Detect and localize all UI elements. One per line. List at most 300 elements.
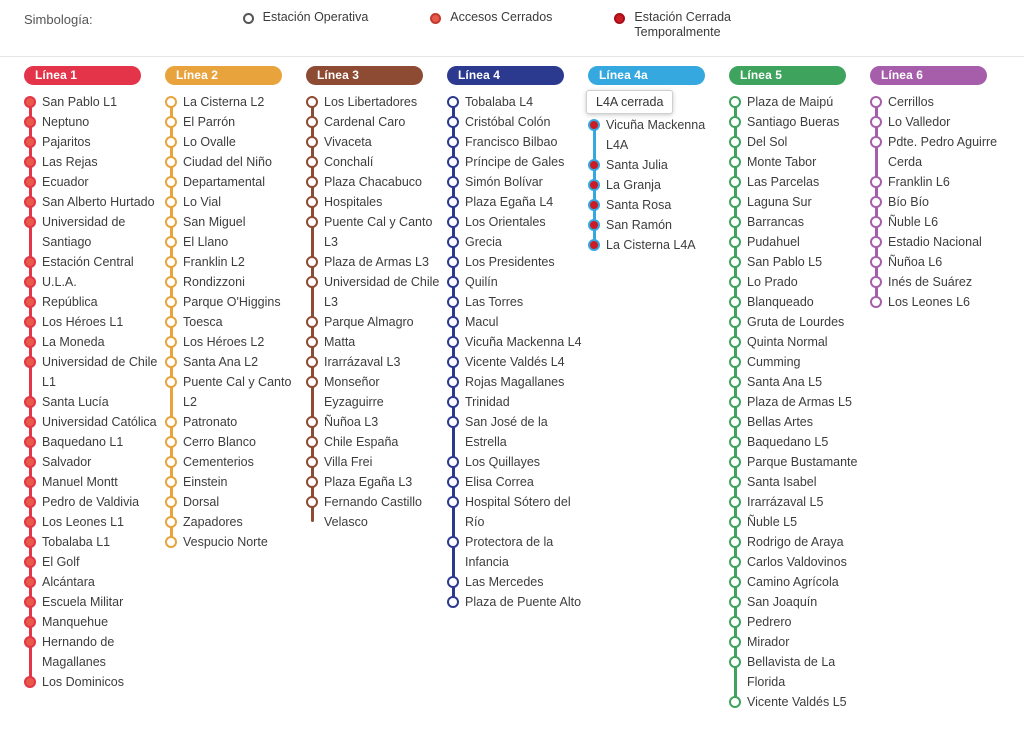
station-item[interactable] [870,92,1011,112]
station-label: Santiago Bueras [747,115,840,129]
station-item[interactable] [165,352,306,372]
legend-cerrada-icon [614,13,625,24]
station-operativa-icon [165,116,177,128]
station-operativa-icon [870,136,882,148]
station-label: Parque Bustamante [747,455,858,469]
station-item[interactable] [729,612,870,632]
station-operativa-icon [729,96,741,108]
station-label: Puente Cal y Canto L3 [324,215,433,249]
station-label: Departamental [183,175,265,189]
station-item[interactable] [165,132,306,152]
station-item[interactable] [165,152,306,172]
station-operativa-icon [165,456,177,468]
station-item[interactable] [729,552,870,572]
station-item[interactable] [165,312,306,332]
station-operativa-icon [165,316,177,328]
station-item[interactable] [165,112,306,132]
station-item[interactable] [729,312,870,332]
station-operativa-icon [447,296,459,308]
station-label: San Miguel [183,215,246,229]
station-label: Cristóbal Colón [465,115,551,129]
station-item[interactable] [24,612,165,632]
station-item[interactable] [24,452,165,472]
station-accesos-cerrados-icon [24,336,36,348]
station-item[interactable] [165,412,306,432]
station-item[interactable] [306,452,447,472]
station-operativa-icon [165,136,177,148]
station-operativa-icon [729,556,741,568]
legend-item-operativa [243,10,369,40]
legend-accesos-icon [430,13,441,24]
station-label: Pedro de Valdivia [42,495,140,509]
legend-items [243,10,817,40]
station-item[interactable] [24,532,165,552]
station-operativa-icon [165,236,177,248]
station-operativa-icon [306,136,318,148]
station-operativa-icon [447,456,459,468]
station-item[interactable] [24,672,165,692]
station-item[interactable] [165,232,306,252]
station-item[interactable] [306,152,447,172]
station-accesos-cerrados-icon [24,416,36,428]
station-item[interactable] [165,272,306,292]
station-label: Santa Lucía [42,395,109,409]
station-operativa-icon [729,496,741,508]
station-accesos-cerrados-icon [24,176,36,188]
station-list [447,92,588,612]
station-item[interactable] [447,572,588,592]
station-operativa-icon [870,296,882,308]
station-item[interactable] [165,252,306,272]
station-operativa-icon [729,536,741,548]
station-item[interactable] [306,492,447,532]
line-header[interactable]: Línea 5 [729,66,846,85]
station-accesos-cerrados-icon [24,456,36,468]
station-item[interactable] [588,195,729,215]
station-operativa-icon [729,516,741,528]
station-label: Los Presidentes [465,255,555,269]
station-label: Ecuador [42,175,89,189]
station-list [729,92,870,712]
station-item[interactable] [165,432,306,452]
station-item[interactable] [870,112,1011,132]
station-label: Del Sol [747,135,788,149]
station-item[interactable] [729,692,870,712]
station-item[interactable] [447,472,588,492]
station-item[interactable] [165,172,306,192]
station-operativa-icon [447,136,459,148]
station-item[interactable] [306,332,447,352]
station-label: Lo Valledor [888,115,951,129]
station-item[interactable] [729,512,870,532]
station-label: Cerrillos [888,95,934,109]
station-item[interactable] [729,192,870,212]
station-item[interactable] [306,252,447,272]
station-accesos-cerrados-icon [24,436,36,448]
station-item[interactable] [306,92,447,112]
station-item[interactable] [729,352,870,372]
station-label: Ñuble L6 [888,215,939,229]
station-item[interactable] [729,212,870,232]
station-item[interactable] [447,352,588,372]
line-column-4 [447,66,588,712]
station-label: Einstein [183,475,228,489]
station-label: San Ramón [606,218,673,232]
station-operativa-icon [306,336,318,348]
station-item[interactable] [729,132,870,152]
station-label: San Pablo L5 [747,255,823,269]
station-item[interactable] [729,452,870,472]
station-item[interactable] [24,192,165,212]
station-item[interactable] [165,452,306,472]
station-item[interactable] [24,432,165,452]
station-operativa-icon [447,416,459,428]
station-label: Toesca [183,315,223,329]
station-item[interactable] [447,112,588,132]
station-item[interactable] [447,172,588,192]
station-label: Los Leones L6 [888,295,971,309]
station-operativa-icon [165,296,177,308]
station-item[interactable] [447,452,588,472]
station-item[interactable] [24,392,165,412]
station-operativa-icon [306,256,318,268]
station-operativa-icon [165,516,177,528]
station-label: Chile España [324,435,399,449]
station-label: Plaza de Puente Alto [465,595,582,609]
station-item[interactable] [306,412,447,432]
station-item[interactable] [447,92,588,112]
station-accesos-cerrados-icon [24,296,36,308]
station-item[interactable] [729,492,870,512]
station-label: Matta [324,335,356,349]
station-label: Quinta Normal [747,335,828,349]
station-accesos-cerrados-icon [24,556,36,568]
station-item[interactable] [165,532,306,552]
station-item[interactable] [729,232,870,252]
station-item[interactable] [447,272,588,292]
station-item[interactable] [24,332,165,352]
station-label: Conchalí [324,155,374,169]
station-operativa-icon [306,96,318,108]
station-operativa-icon [306,476,318,488]
station-operativa-icon [165,476,177,488]
station-item[interactable] [729,412,870,432]
station-item[interactable] [447,292,588,312]
station-item[interactable] [165,512,306,532]
station-item[interactable] [24,252,165,272]
station-label: Vicente Valdés L4 [465,355,565,369]
station-item[interactable] [24,292,165,312]
station-item[interactable] [24,592,165,612]
station-label: Rojas Magallanes [465,375,565,389]
station-label: Universidad de Chile L3 [324,275,440,309]
station-item[interactable] [729,632,870,652]
station-label: Las Mercedes [465,575,544,589]
station-item[interactable] [165,212,306,232]
station-item[interactable] [447,212,588,232]
station-item[interactable] [447,392,588,412]
station-item[interactable] [447,412,588,452]
station-item[interactable] [729,392,870,412]
station-item[interactable] [870,192,1011,212]
station-operativa-icon [447,116,459,128]
station-label: Quilín [465,275,498,289]
station-operativa-icon [729,136,741,148]
station-accesos-cerrados-icon [24,256,36,268]
station-accesos-cerrados-icon [24,516,36,528]
station-cerrada-icon [588,179,600,191]
station-item[interactable] [24,312,165,332]
station-item[interactable] [306,132,447,152]
station-operativa-icon [165,216,177,228]
station-item[interactable] [447,192,588,212]
station-item[interactable] [306,312,447,332]
station-label: Bellas Artes [747,415,814,429]
station-label: Las Parcelas [747,175,820,189]
station-operativa-icon [447,476,459,488]
station-item[interactable] [729,252,870,272]
station-label: Hospitales [324,195,383,209]
station-label: Las Torres [465,295,524,309]
station-label: Blanqueado [747,295,814,309]
legend-item-label: Estación Operativa [262,10,369,24]
station-label: Tobalaba L1 [42,535,111,549]
station-label: Santa Ana L5 [747,375,823,389]
station-item[interactable] [24,152,165,172]
station-operativa-icon [729,376,741,388]
station-operativa-icon [306,156,318,168]
station-operativa-icon [447,496,459,508]
station-item[interactable] [729,532,870,552]
station-item[interactable] [165,372,306,412]
station-accesos-cerrados-icon [24,636,36,648]
station-label: Puente Cal y Canto L2 [183,375,292,409]
station-item[interactable] [306,432,447,452]
station-label: Escuela Militar [42,595,124,609]
station-item[interactable] [24,552,165,572]
station-label: Los Héroes L1 [42,315,124,329]
station-item[interactable] [306,272,447,312]
station-label: Fernando Castillo Velasco [324,495,422,529]
station-item[interactable] [729,572,870,592]
station-item[interactable] [306,352,447,372]
station-item[interactable] [447,312,588,332]
station-item[interactable] [870,232,1011,252]
station-label: Laguna Sur [747,195,812,209]
station-item[interactable] [729,432,870,452]
station-item[interactable] [870,272,1011,292]
station-item[interactable] [870,252,1011,272]
station-operativa-icon [447,276,459,288]
station-item[interactable] [447,152,588,172]
station-item[interactable] [729,332,870,352]
line-header[interactable]: Línea 6 [870,66,987,85]
station-item[interactable] [24,92,165,112]
station-label: Plaza de Armas L3 [324,255,429,269]
station-item[interactable] [729,172,870,192]
station-item[interactable] [165,492,306,512]
station-label: San José de la Estrella [465,415,548,449]
station-label: Grecia [465,235,502,249]
station-item[interactable] [24,132,165,152]
station-item[interactable] [165,192,306,212]
station-list [24,92,165,692]
station-operativa-icon [165,416,177,428]
station-accesos-cerrados-icon [24,136,36,148]
line-column-7 [870,66,1011,712]
station-item[interactable] [870,172,1011,192]
station-label: Santa Rosa [606,198,672,212]
station-item[interactable] [447,372,588,392]
station-item[interactable] [24,352,165,392]
station-label: Rodrigo de Araya [747,535,844,549]
station-item[interactable] [447,592,588,612]
line-header[interactable]: Línea 2 [165,66,282,85]
station-item[interactable] [588,155,729,175]
station-operativa-icon [870,96,882,108]
station-item[interactable] [729,112,870,132]
station-item[interactable] [588,175,729,195]
station-label: Barrancas [747,215,804,229]
station-accesos-cerrados-icon [24,476,36,488]
station-label: República [42,295,98,309]
station-item[interactable] [24,272,165,292]
station-label: Cardenal Caro [324,115,406,129]
station-operativa-icon [729,156,741,168]
station-accesos-cerrados-icon [24,276,36,288]
station-item[interactable] [729,92,870,112]
station-label: Estadio Nacional [888,235,982,249]
station-item[interactable] [306,172,447,192]
station-label: Estación Central [42,255,134,269]
station-item[interactable] [24,472,165,492]
station-item[interactable] [165,292,306,312]
station-operativa-icon [729,316,741,328]
station-cerrada-icon [588,199,600,211]
station-item[interactable] [165,332,306,352]
station-item[interactable] [870,212,1011,232]
station-label: Plaza Egaña L4 [465,195,554,209]
station-label: Zapadores [183,515,243,529]
station-accesos-cerrados-icon [24,156,36,168]
station-operativa-icon [306,116,318,128]
station-item[interactable] [447,492,588,532]
station-item[interactable] [447,532,588,572]
station-accesos-cerrados-icon [24,96,36,108]
station-label: Elisa Correa [465,475,534,489]
station-label: Plaza de Armas L5 [747,395,852,409]
station-operativa-icon [729,176,741,188]
station-label: Los Quillayes [465,455,541,469]
station-item[interactable] [870,292,1011,312]
station-label: Baquedano L5 [747,435,829,449]
station-item[interactable] [24,412,165,432]
station-list [870,92,1011,312]
station-operativa-icon [165,176,177,188]
line-column-5 [588,66,729,712]
station-item[interactable] [306,192,447,212]
line-header[interactable]: Línea 1 [24,66,141,85]
station-item[interactable] [588,215,729,235]
station-operativa-icon [306,416,318,428]
station-label: Pudahuel [747,235,800,249]
station-label: Trinidad [465,395,510,409]
station-cerrada-icon [588,219,600,231]
station-item[interactable] [729,592,870,612]
station-label: La Cisterna L4A [606,238,696,252]
legend-item-accesos [430,10,552,40]
station-item[interactable] [729,272,870,292]
station-operativa-icon [870,236,882,248]
line-column-6 [729,66,870,712]
line-header[interactable]: Línea 4a [588,66,705,85]
station-operativa-icon [306,276,318,288]
station-item[interactable] [24,632,165,672]
station-label: Ñuñoa L3 [324,415,379,429]
station-item[interactable] [729,372,870,392]
station-item[interactable] [24,112,165,132]
station-item[interactable] [24,172,165,192]
station-label: Patronato [183,415,238,429]
station-item[interactable] [729,152,870,172]
line-column-1 [24,66,165,712]
station-operativa-icon [306,456,318,468]
station-operativa-icon [447,176,459,188]
station-item[interactable] [447,132,588,152]
line-column-3 [306,66,447,712]
station-label: Hernando de Magallanes [42,635,115,669]
station-item[interactable] [306,372,447,412]
station-operativa-icon [870,256,882,268]
line-header[interactable]: Línea 4 [447,66,564,85]
station-operativa-icon [165,536,177,548]
station-operativa-icon [729,576,741,588]
station-item[interactable] [306,472,447,492]
station-item[interactable] [306,112,447,132]
station-item[interactable] [588,235,729,255]
legend-item-cerrada [614,10,754,40]
station-operativa-icon [729,656,741,668]
station-operativa-icon [447,396,459,408]
station-item[interactable] [729,652,870,692]
line-header[interactable]: Línea 3 [306,66,423,85]
station-item[interactable] [165,92,306,112]
station-item[interactable] [165,472,306,492]
station-label: Simón Bolívar [465,175,543,189]
station-operativa-icon [165,436,177,448]
station-item[interactable] [24,212,165,252]
station-item[interactable] [24,512,165,532]
station-item[interactable] [729,472,870,492]
station-item[interactable] [447,232,588,252]
station-item[interactable] [729,292,870,312]
station-item[interactable] [447,252,588,272]
station-operativa-icon [165,196,177,208]
station-list [165,92,306,552]
station-operativa-icon [870,276,882,288]
station-accesos-cerrados-icon [24,496,36,508]
station-operativa-icon [870,176,882,188]
station-item[interactable] [447,332,588,352]
station-item[interactable] [24,492,165,512]
station-label: Universidad de Santiago [42,215,126,249]
station-label: Lo Ovalle [183,135,236,149]
station-item[interactable] [306,212,447,252]
station-label: Los Libertadores [324,95,418,109]
station-item[interactable] [24,572,165,592]
station-item[interactable] [870,132,1011,172]
station-item[interactable] [588,115,729,155]
